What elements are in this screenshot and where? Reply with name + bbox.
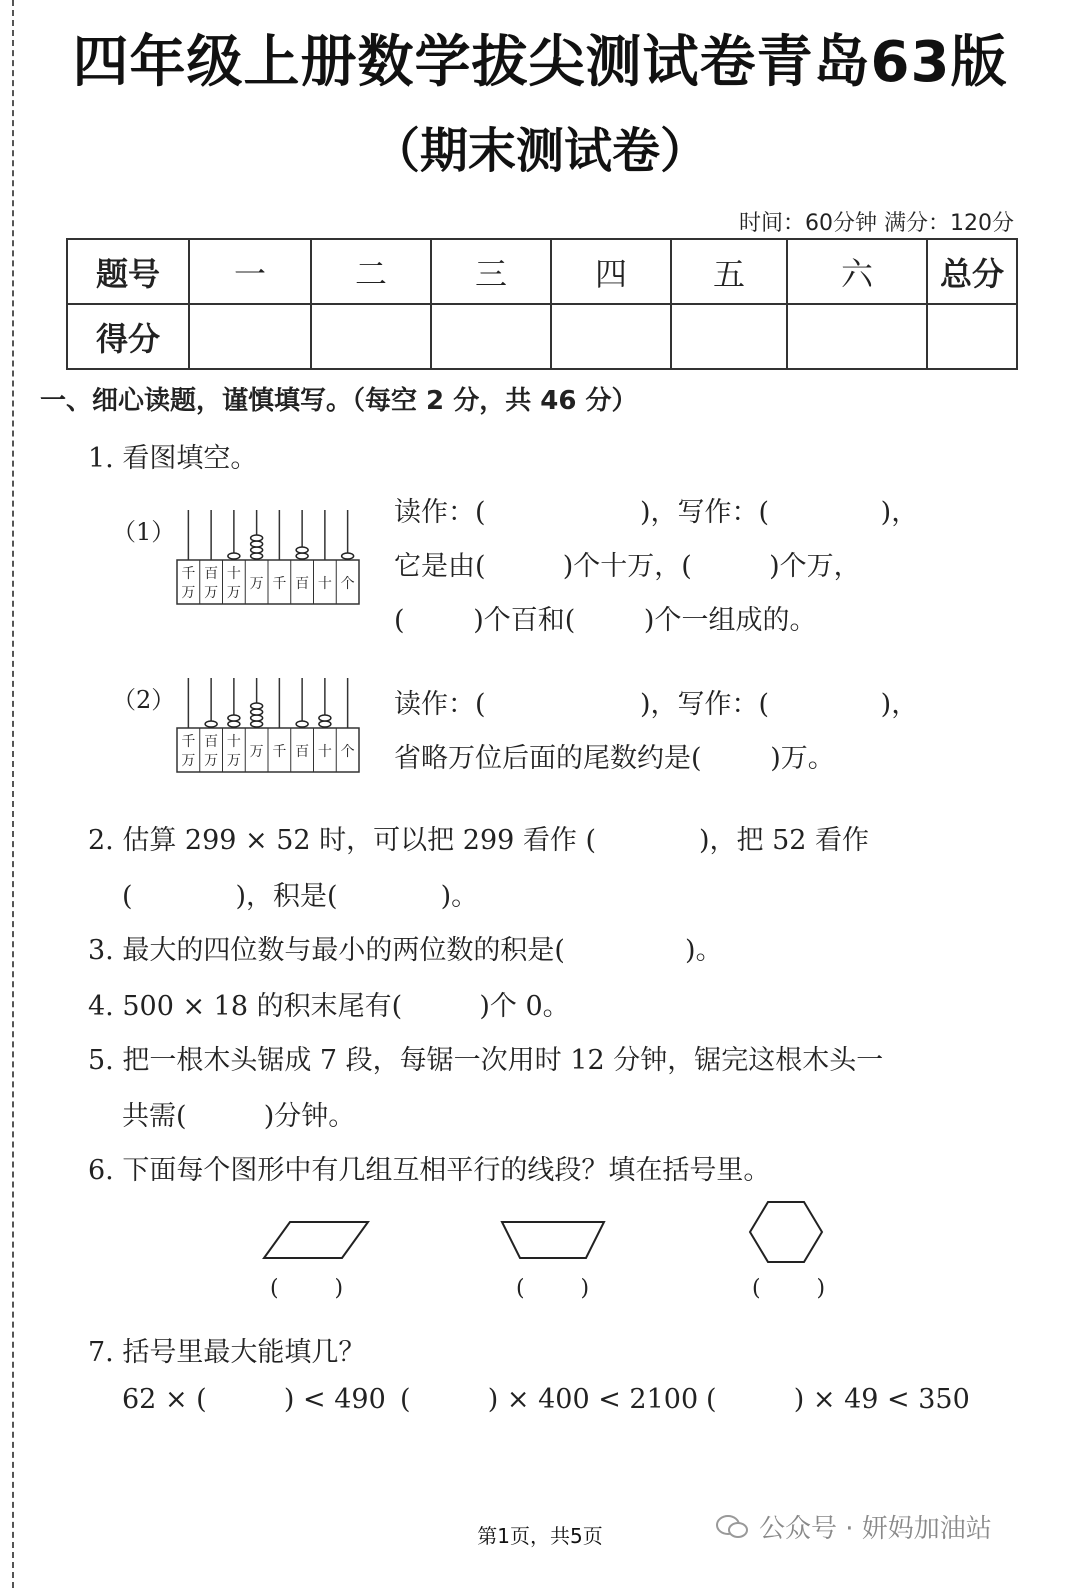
score-cell: 六 — [787, 239, 927, 304]
abacus-bead — [251, 535, 263, 541]
abacus-place-label: 十 — [226, 566, 241, 582]
question-5-line1: 5. 把一根木头锯成 7 段，每锯一次用时 12 分钟，锯完这根木头一 — [88, 1045, 884, 1076]
score-row-label: 得分 — [67, 304, 189, 369]
abacus-place-label: 十 — [317, 576, 332, 592]
abacus-bead — [205, 721, 217, 727]
question-6: 6. 下面每个图形中有几组互相平行的线段？填在括号里。 — [88, 1155, 771, 1186]
score-input-cell[interactable] — [787, 304, 927, 369]
abacus-bead — [251, 553, 263, 559]
score-cell: 四 — [551, 239, 671, 304]
abacus-bead — [228, 553, 240, 559]
abacus-bead — [319, 715, 331, 721]
abacus-place-label: 万 — [249, 744, 264, 760]
abacus-place-label: 万 — [204, 585, 219, 601]
score-input-cell[interactable] — [431, 304, 551, 369]
abacus-bead — [251, 715, 263, 721]
page-subtitle: （期末测试卷） — [371, 123, 708, 179]
question-3: 3. 最大的四位数与最小的两位数的积是( )。 — [88, 935, 723, 966]
abacus-bead — [251, 721, 263, 727]
abacus-place-label: 千 — [181, 566, 196, 582]
abacus-diagram-2 — [176, 676, 360, 776]
question-7-item-b: ( ) × 400 < 2100 — [400, 1384, 699, 1415]
binding-cut-line — [12, 0, 14, 1588]
abacus-place-label: 万 — [181, 753, 196, 769]
question-2-line1: 2. 估算 299 × 52 时，可以把 299 看作 ( )，把 52 看作 — [88, 825, 870, 856]
question-1-part1-label: （1） — [112, 518, 176, 546]
score-input-cell[interactable] — [551, 304, 671, 369]
question-1-part2-label: （2） — [112, 686, 176, 714]
question-2-line2: ( )，积是( )。 — [122, 881, 479, 912]
score-input-cell[interactable] — [671, 304, 787, 369]
wechat-icon — [715, 1513, 749, 1541]
abacus-place-label: 千 — [272, 576, 287, 592]
abacus-place-label: 万 — [204, 753, 219, 769]
question-1-stem: 1. 看图填空。 — [88, 443, 258, 474]
trapezoid-shape — [500, 1218, 606, 1262]
score-table — [66, 238, 1018, 370]
abacus-bead — [251, 709, 263, 715]
question-7-item-a: 62 × ( ) < 490 — [122, 1384, 386, 1415]
abacus-place-label: 个 — [340, 744, 355, 760]
shape-1-answer-blank[interactable]: ( ) — [270, 1276, 344, 1301]
abacus-bead — [296, 721, 308, 727]
score-table-header-row — [67, 239, 1017, 304]
question-7-item-c: ( ) × 49 < 350 — [706, 1384, 970, 1415]
score-input-cell[interactable] — [311, 304, 431, 369]
score-input-cell[interactable] — [189, 304, 311, 369]
section-heading: 一、细心读题，谨慎填写。（每空 2 分，共 46 分） — [40, 386, 638, 416]
page-title: 四年级上册数学拔尖测试卷青岛63版 — [72, 30, 1008, 95]
abacus-bead — [296, 553, 308, 559]
question-7: 7. 括号里最大能填几？ — [88, 1337, 366, 1368]
abacus-place-label: 十 — [226, 734, 241, 750]
abacus-place-label: 千 — [181, 734, 196, 750]
abacus-place-label: 百 — [204, 734, 219, 750]
abacus-bead — [319, 721, 331, 727]
abacus-place-label: 百 — [295, 576, 310, 592]
abacus-bead — [251, 547, 263, 553]
abacus-bead — [251, 541, 263, 547]
abacus-place-label: 万 — [226, 753, 241, 769]
score-cell: 二 — [311, 239, 431, 304]
hexagon-shape — [748, 1200, 824, 1264]
abacus-place-label: 千 — [272, 744, 287, 760]
abacus-place-label: 百 — [204, 566, 219, 582]
abacus-place-label: 十 — [317, 744, 332, 760]
abacus-diagram-1 — [176, 508, 360, 608]
abacus-bead — [228, 721, 240, 727]
score-cell: 题号 — [67, 239, 189, 304]
question-1-part1-line3: ( )个百和( )个一组成的。 — [394, 605, 817, 636]
parallelogram-shape — [262, 1218, 372, 1262]
abacus-bead — [342, 553, 354, 559]
question-1-part2-line2: 省略万位后面的尾数约是( )万。 — [394, 743, 835, 774]
question-1-part2-line1: 读作：( )，写作：( )， — [394, 689, 919, 720]
abacus-bead — [251, 703, 263, 709]
question-1-part1-line2: 它是由( )个十万，( )个万， — [394, 551, 861, 582]
abacus-place-label: 百 — [295, 744, 310, 760]
abacus-place-label: 万 — [249, 576, 264, 592]
watermark — [715, 1508, 992, 1545]
shape-2-answer-blank[interactable]: ( ) — [516, 1276, 590, 1301]
abacus-place-label: 万 — [181, 585, 196, 601]
page-number: 第1页，共5页 — [477, 1524, 603, 1548]
score-input-cell[interactable] — [927, 304, 1017, 369]
score-cell: 一 — [189, 239, 311, 304]
score-cell: 总分 — [927, 239, 1017, 304]
abacus-bead — [228, 715, 240, 721]
question-1-part1-line1: 读作：( )，写作：( )， — [394, 497, 919, 528]
abacus-place-label: 个 — [340, 576, 355, 592]
watermark-text: 公众号 · 妍妈加油站 — [759, 1514, 992, 1544]
question-4: 4. 500 × 18 的积末尾有( )个 0。 — [88, 991, 570, 1022]
abacus-bead — [296, 547, 308, 553]
shape-3-answer-blank[interactable]: ( ) — [752, 1276, 826, 1301]
score-table-score-row — [67, 304, 1017, 369]
score-cell: 三 — [431, 239, 551, 304]
time-and-score-info: 时间：60分钟 满分：120分 — [739, 211, 1014, 236]
question-5-line2: 共需( )分钟。 — [122, 1101, 356, 1132]
abacus-place-label: 万 — [226, 585, 241, 601]
score-cell: 五 — [671, 239, 787, 304]
